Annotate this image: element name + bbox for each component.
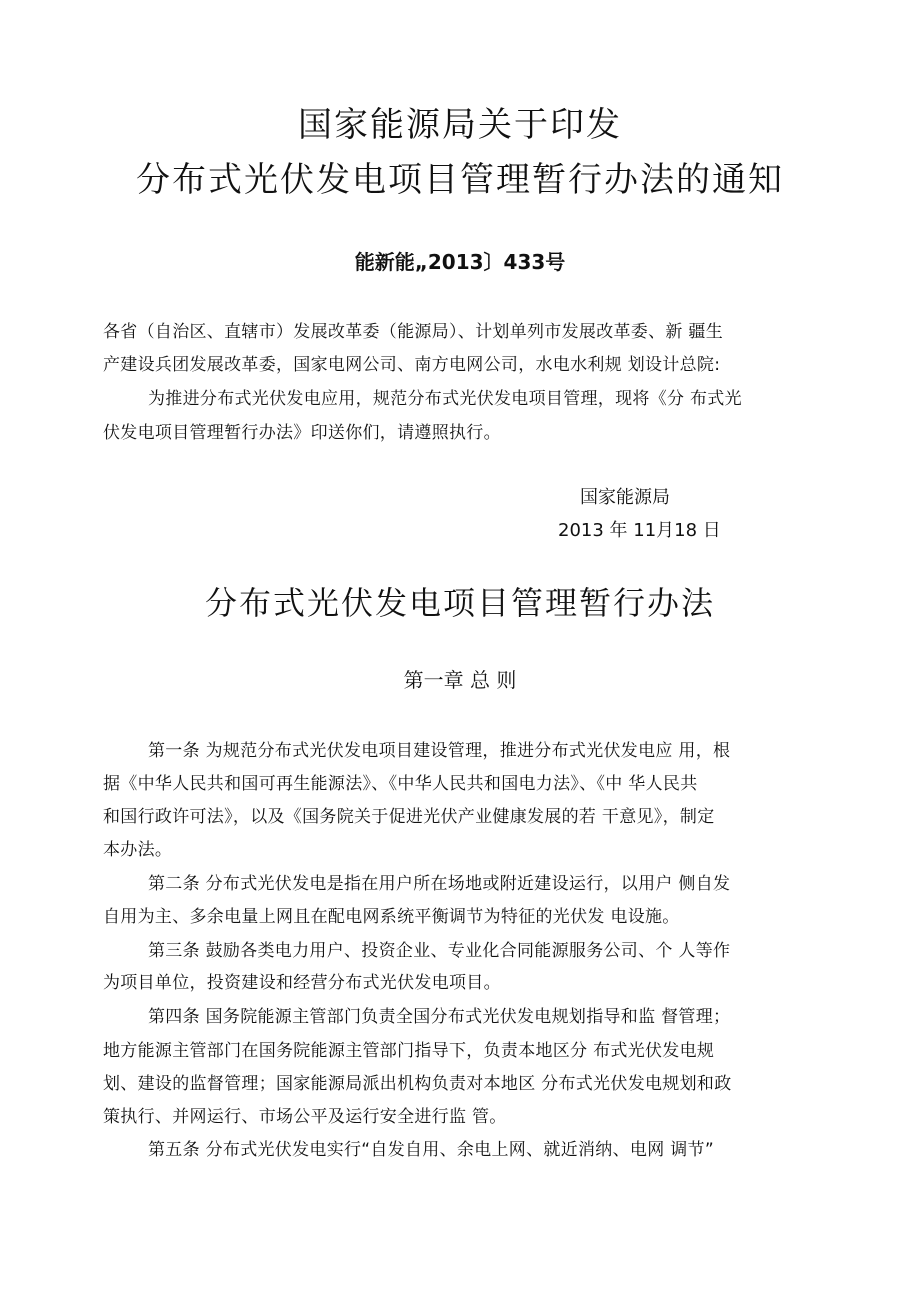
chapter-heading: 第一章 总 则 — [403, 668, 517, 692]
signature-date: 2013 年 11月18 日 — [558, 520, 721, 541]
article-line: 第二条 分布式光伏发电是指在用户所在场地或附近建设运行，以用户 侧自发 — [148, 874, 731, 894]
measures-title: 分布式光伏发电项目管理暂行办法 — [204, 584, 715, 622]
article-line: 自用为主、多余电量上网且在配电网系统平衡调节为特征的光伏发 电设施。 — [103, 907, 680, 927]
article-line: 第四条 国务院能源主管部门负责全国分布式光伏发电规划指导和监 督管理； — [148, 1007, 731, 1027]
article-line: 地方能源主管部门在国务院能源主管部门指导下，负责本地区分 布式光伏发电规 — [103, 1041, 715, 1061]
article-line: 策执行、并网运行、市场公平及运行安全进行监 管。 — [103, 1107, 507, 1127]
article-line: 第三条 鼓励各类电力用户、投资企业、专业化合同能源服务公司、个 人等作 — [148, 941, 731, 961]
notice-title-line1: 国家能源局关于印发 — [298, 105, 622, 145]
article-line: 第一条 为规范分布式光伏发电项目建设管理，推进分布式光伏发电应 用，根 — [148, 741, 731, 761]
body-line: 伏发电项目管理暂行办法》印送你们，请遵照执行。 — [103, 423, 501, 443]
recipients-line: 各省（自治区、直辖市）发展改革委（能源局）、计划单列市发展改革委、新 疆生 — [103, 322, 724, 342]
signature-org: 国家能源局 — [580, 487, 670, 508]
body-line: 为推进分布式光伏发电应用，规范分布式光伏发电项目管理，现将《分 布式光 — [148, 389, 742, 409]
article-line: 为项目单位，投资建设和经营分布式光伏发电项目。 — [103, 973, 501, 993]
article-line: 据《中华人民共和国可再生能源法》、《中华人民共和国电力法》、《中 华人民共 — [103, 774, 698, 794]
recipients-line: 产建设兵团发展改革委，国家电网公司、南方电网公司，水电水利规 划设计总院: — [103, 355, 721, 375]
article-line: 和国行政许可法》，以及《国务院关于促进光伏产业健康发展的若 干意见》，制定 — [103, 807, 715, 827]
article-line: 划、建设的监督管理；国家能源局派出机构负责对本地区 分布式光伏发电规划和政 — [103, 1074, 732, 1094]
article-line: 本办法。 — [103, 840, 173, 860]
notice-title-line2: 分布式光伏发电项目管理暂行办法的通知 — [136, 160, 784, 200]
article-line: 第五条 分布式光伏发电实行“自发自用、余电上网、就近消纳、电网 调节” — [148, 1140, 714, 1160]
document-number: 能新能„2013〕433号 — [354, 250, 566, 274]
